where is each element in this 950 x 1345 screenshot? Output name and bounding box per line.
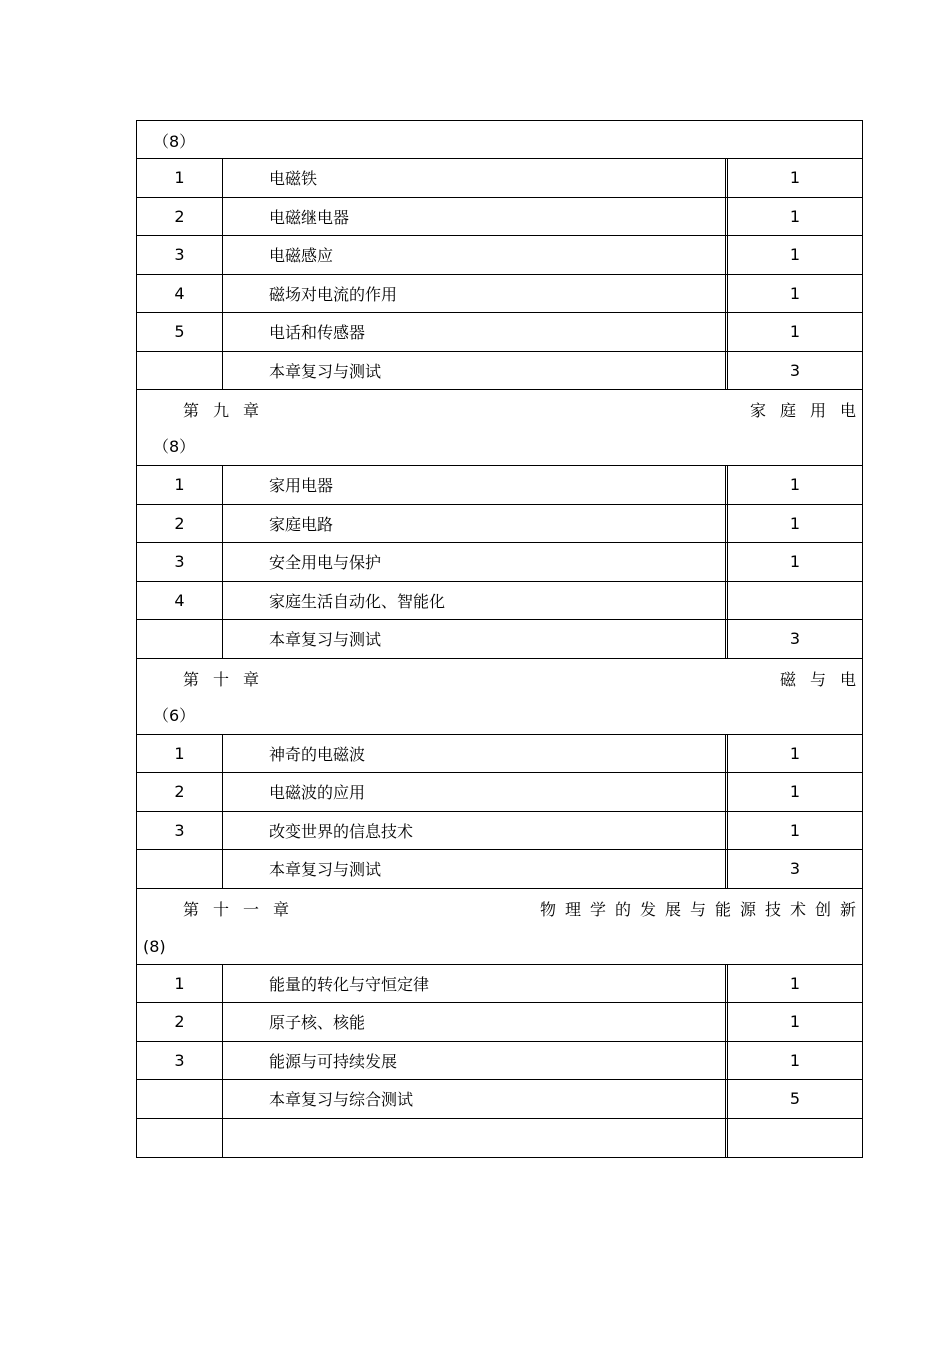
column-divider [725, 352, 726, 390]
column-divider [725, 1042, 726, 1080]
lesson-title: 能源与可持续发展 [269, 1051, 398, 1071]
table-row [137, 236, 862, 275]
column-divider [222, 198, 223, 236]
column-divider [725, 1003, 726, 1041]
lesson-number: 2 [174, 782, 185, 802]
lesson-title: 原子核、核能 [269, 1013, 366, 1033]
lesson-title: 电磁波的应用 [269, 783, 366, 803]
column-divider [222, 735, 223, 773]
column-divider [727, 466, 728, 504]
column-divider [727, 543, 728, 581]
table-row [137, 466, 862, 505]
column-divider [725, 198, 726, 236]
lesson-hours: 1 [789, 1050, 801, 1070]
chapter-title: 磁与电 [779, 669, 870, 689]
lesson-hours: 1 [789, 513, 801, 533]
chapter-title: 家庭用电 [749, 401, 870, 420]
column-divider [222, 352, 223, 390]
column-divider [725, 620, 726, 658]
column-divider [725, 582, 726, 620]
lesson-hours: 1 [789, 820, 801, 840]
lesson-number: 1 [174, 973, 185, 993]
table-row [137, 313, 862, 352]
table-row [137, 275, 862, 314]
lesson-title: 电磁继电器 [269, 207, 350, 227]
lesson-hours: 3 [789, 859, 801, 879]
lesson-title: 电磁铁 [269, 169, 318, 189]
column-divider [222, 1080, 223, 1118]
column-divider [222, 773, 223, 811]
table-row [137, 1080, 862, 1119]
lesson-title: 能量的转化与守恒定律 [269, 974, 430, 994]
lesson-title [269, 1119, 722, 1158]
lesson-hours: 1 [789, 743, 801, 763]
column-divider [727, 1119, 728, 1158]
column-divider [727, 198, 728, 236]
column-divider [725, 773, 726, 811]
lesson-hours: 1 [789, 245, 801, 265]
lesson-title: 改变世界的信息技术 [269, 821, 414, 841]
column-divider [725, 313, 726, 351]
lesson-number: 5 [174, 322, 185, 342]
lesson-number: 4 [174, 283, 185, 303]
column-divider [727, 236, 728, 274]
column-divider [725, 850, 726, 888]
lesson-title: 安全用电与保护 [269, 553, 382, 573]
lesson-hours: 1 [789, 782, 801, 802]
column-divider [222, 275, 223, 313]
chapter-header-row [137, 659, 870, 735]
lesson-title: 磁场对电流的作用 [269, 284, 398, 304]
chapter-header-row [137, 121, 862, 159]
column-divider [727, 582, 728, 620]
chapter-number: 第九章 [183, 401, 274, 420]
lesson-title: 本章复习与测试 [269, 630, 382, 650]
column-divider [222, 313, 223, 351]
lesson-number [137, 1119, 222, 1158]
lesson-hours: 1 [789, 552, 801, 572]
lesson-hours: 1 [789, 322, 801, 342]
column-divider [725, 1119, 726, 1158]
lesson-number [137, 620, 222, 658]
column-divider [727, 159, 728, 197]
column-divider [725, 505, 726, 543]
table-row [137, 773, 862, 812]
lesson-number: 4 [174, 590, 185, 610]
lesson-hours: 1 [789, 283, 801, 303]
lesson-number [137, 352, 222, 390]
lesson-title: 家用电器 [269, 476, 334, 496]
column-divider [222, 466, 223, 504]
column-divider [725, 236, 726, 274]
table-row [137, 812, 862, 851]
table-row [137, 582, 862, 621]
lesson-title: 神奇的电磁波 [269, 744, 366, 764]
lesson-hours: 1 [789, 168, 801, 188]
table-row [137, 850, 862, 889]
chapter-header-row [137, 390, 870, 466]
lesson-hours: 1 [789, 206, 801, 226]
table-row [137, 1003, 862, 1042]
table-row [137, 735, 862, 774]
course-schedule-table [136, 120, 870, 1158]
lesson-title: 本章复习与综合测试 [269, 1090, 414, 1110]
chapter-hours: （8） [153, 437, 196, 456]
lesson-title: 电话和传感器 [269, 323, 366, 343]
lesson-hours: 1 [789, 973, 801, 993]
lesson-hours: 5 [789, 1089, 801, 1109]
table-row [137, 1042, 862, 1081]
table-row [137, 620, 862, 659]
table-row [137, 543, 862, 582]
column-divider [222, 505, 223, 543]
column-divider [727, 735, 728, 773]
column-divider [727, 1042, 728, 1080]
column-divider [222, 582, 223, 620]
table-row [137, 198, 862, 237]
column-divider [727, 965, 728, 1003]
column-divider [725, 1080, 726, 1118]
lesson-title: 本章复习与测试 [269, 860, 382, 880]
column-divider [727, 812, 728, 850]
column-divider [727, 620, 728, 658]
lesson-number: 2 [174, 1012, 185, 1032]
table-row [137, 1119, 862, 1158]
chapter-hours: （8） [153, 132, 196, 151]
column-divider [725, 275, 726, 313]
lesson-number: 2 [174, 513, 185, 533]
column-divider [725, 159, 726, 197]
column-divider [222, 1042, 223, 1080]
lesson-number: 3 [174, 245, 185, 265]
chapter-hours: （6） [153, 705, 196, 725]
lesson-hours: 3 [789, 629, 801, 649]
chapter-header-row [137, 889, 865, 965]
column-divider [222, 1003, 223, 1041]
column-divider [222, 1119, 223, 1158]
column-divider [727, 275, 728, 313]
column-divider [222, 850, 223, 888]
chapter-number: 第十章 [183, 669, 274, 689]
column-divider [725, 735, 726, 773]
lesson-number: 3 [174, 1050, 185, 1070]
lesson-number: 1 [174, 475, 185, 495]
lesson-hours [728, 1119, 862, 1158]
column-divider [222, 159, 223, 197]
lesson-title: 电磁感应 [269, 246, 334, 266]
column-divider [222, 965, 223, 1003]
lesson-number: 3 [174, 552, 185, 572]
column-divider [725, 543, 726, 581]
chapter-number: 第十一章 [183, 899, 304, 919]
chapter-hours: (8) [143, 936, 166, 956]
column-divider [727, 1080, 728, 1118]
lesson-number [137, 850, 222, 888]
lesson-hours: 3 [789, 360, 801, 380]
lesson-number: 1 [174, 743, 185, 763]
table-row [137, 352, 862, 391]
column-divider [222, 620, 223, 658]
column-divider [727, 773, 728, 811]
column-divider [727, 313, 728, 351]
lesson-number: 2 [174, 206, 185, 226]
column-divider [725, 812, 726, 850]
lesson-number [137, 1080, 222, 1118]
table-row [137, 159, 862, 198]
column-divider [727, 505, 728, 543]
lesson-title: 本章复习与测试 [269, 361, 382, 381]
lesson-title: 家庭电路 [269, 514, 334, 534]
column-divider [222, 812, 223, 850]
column-divider [725, 466, 726, 504]
column-divider [727, 1003, 728, 1041]
table-row [137, 965, 862, 1004]
lesson-hours [728, 582, 862, 620]
lesson-number: 1 [174, 168, 185, 188]
table-row [137, 505, 862, 544]
lesson-title: 家庭生活自动化、智能化 [269, 591, 446, 611]
column-divider [727, 352, 728, 390]
column-divider [222, 543, 223, 581]
lesson-hours: 1 [789, 1012, 801, 1032]
column-divider [727, 850, 728, 888]
column-divider [222, 236, 223, 274]
lesson-number: 3 [174, 820, 185, 840]
column-divider [725, 965, 726, 1003]
lesson-hours: 1 [789, 475, 801, 495]
chapter-title: 物理学的发展与能源技术创新 [539, 899, 865, 919]
